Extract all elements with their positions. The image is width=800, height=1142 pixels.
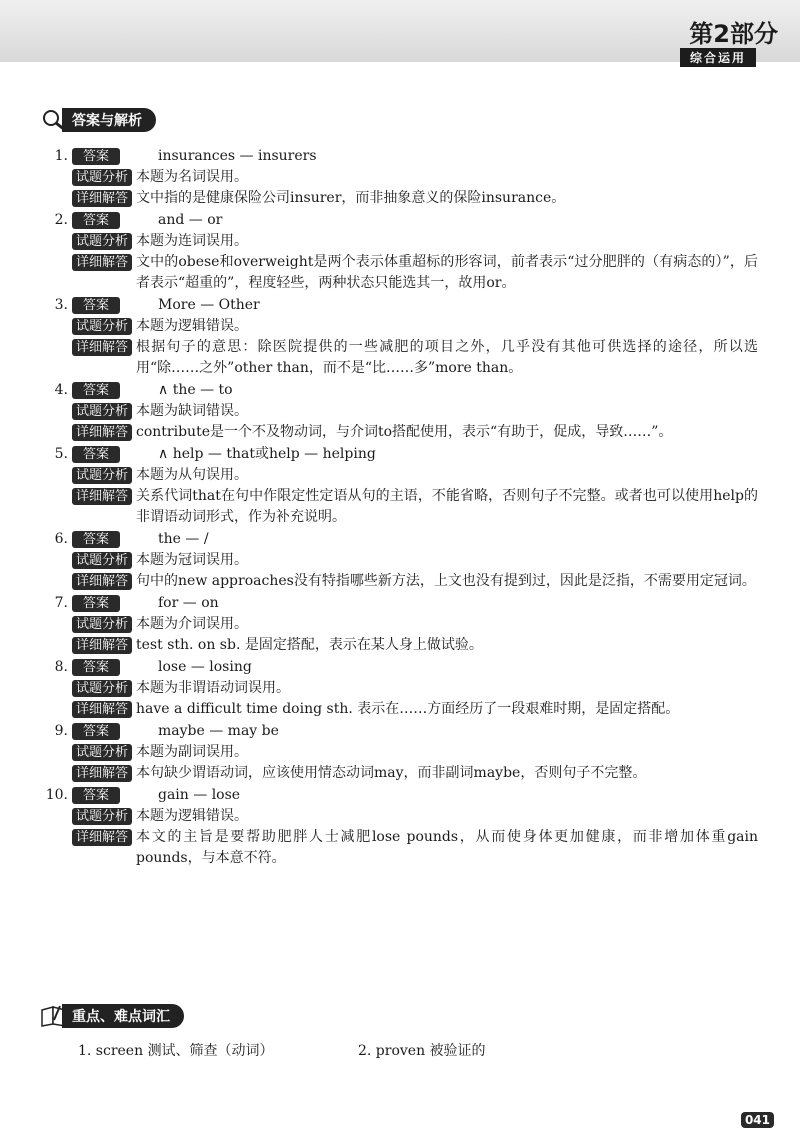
vocab-list <box>78 1040 638 1060</box>
answer-text: maybe — may be <box>158 723 279 739</box>
explanation-tag: 详细解答 <box>72 424 132 441</box>
answer-text: the — / <box>158 531 209 547</box>
analysis-text: 本题为逻辑错误。 <box>136 318 249 334</box>
answer-tag: 答案 <box>72 212 120 229</box>
explanation-text: 本文的主旨是要帮助肥胖人士减肥lose pounds，从而使身体更加健康，而非增加体重gain pounds，与本意不符。 <box>136 829 758 866</box>
answer-tag: 答案 <box>72 446 120 463</box>
answers-section-title: 答案与解析 <box>62 108 156 132</box>
vocab-item: 2. proven 被验证的 <box>358 1043 486 1059</box>
answer-item <box>38 146 758 209</box>
question-number: 7. <box>54 595 68 611</box>
analysis-text: 本题为逻辑错误。 <box>136 808 249 824</box>
answer-text: for — on <box>158 595 219 611</box>
answer-item <box>38 721 758 784</box>
explanation-tag: 详细解答 <box>72 573 132 590</box>
answers-section-header <box>40 108 156 132</box>
answer-item <box>38 295 758 379</box>
analysis-tag: 试题分析 <box>72 169 132 186</box>
analysis-tag: 试题分析 <box>72 233 132 250</box>
analysis-text: 本题为副词误用。 <box>136 744 249 760</box>
answers-list <box>38 146 758 870</box>
explanation-text: 文中的obese和overweight是两个表示体重超标的形容词，前者表示“过分肥胖的（有病态的）”，后者表示“超重的”，程度轻些，两种状态只能选其一，故用or。 <box>136 254 758 291</box>
answer-tag: 答案 <box>72 787 120 804</box>
question-number: 6. <box>54 531 68 547</box>
answer-text: ∧ help — that或help — helping <box>158 446 376 462</box>
analysis-text: 本题为名词误用。 <box>136 169 249 185</box>
explanation-text: contribute是一个不及物动词，与介词to搭配使用，表示“有助于，促成，导致……”。 <box>136 424 673 440</box>
answer-tag: 答案 <box>72 595 120 612</box>
answer-text: gain — lose <box>158 787 241 803</box>
explanation-tag: 详细解答 <box>72 765 132 782</box>
answer-text: insurances — insurers <box>158 148 317 164</box>
explanation-tag: 详细解答 <box>72 637 132 654</box>
question-number: 9. <box>54 723 68 739</box>
page-number: 041 <box>741 1112 774 1128</box>
analysis-tag: 试题分析 <box>72 467 132 484</box>
explanation-text: 句中的new approaches没有特指哪些新方法，上文也没有提到过，因此是泛指，不需要用定冠词。 <box>136 573 756 589</box>
vocab-section-title: 重点、难点词汇 <box>62 1004 184 1028</box>
explanation-text: 根据句子的意思：除医院提供的一些减肥的项目之外，几乎没有其他可供选择的途径，所以选用“除……之外”other than，而不是“比……多”more than。 <box>136 339 758 376</box>
explanation-text: 关系代词that在句中作限定性定语从句的主语，不能省略，否则句子不完整。或者也可以使用help的非谓语动词形式，作为补充说明。 <box>136 488 758 525</box>
answer-tag: 答案 <box>72 148 120 165</box>
answer-tag: 答案 <box>72 531 120 548</box>
explanation-tag: 详细解答 <box>72 254 132 271</box>
analysis-tag: 试题分析 <box>72 403 132 420</box>
question-number: 10. <box>45 787 68 803</box>
answer-tag: 答案 <box>72 659 120 676</box>
answer-tag: 答案 <box>72 382 120 399</box>
analysis-tag: 试题分析 <box>72 318 132 335</box>
question-number: 2. <box>54 212 68 228</box>
explanation-tag: 详细解答 <box>72 701 132 718</box>
part-subtitle: 综合运用 <box>680 48 756 67</box>
analysis-text: 本题为连词误用。 <box>136 233 249 249</box>
answer-text: ∧ the — to <box>158 382 233 398</box>
question-number: 1. <box>54 148 68 164</box>
analysis-text: 本题为从句误用。 <box>136 467 249 483</box>
analysis-tag: 试题分析 <box>72 552 132 569</box>
analysis-text: 本题为缺词错误。 <box>136 403 249 419</box>
analysis-text: 本题为非谓语动词误用。 <box>136 680 291 696</box>
explanation-tag: 详细解答 <box>72 488 132 505</box>
explanation-tag: 详细解答 <box>72 190 132 207</box>
answer-item <box>38 529 758 592</box>
question-number: 3. <box>54 297 68 313</box>
explanation-text: have a difficult time doing sth. 表示在……方面经历了一段艰难时期，是固定搭配。 <box>136 701 680 717</box>
question-number: 4. <box>54 382 68 398</box>
question-number: 8. <box>54 659 68 675</box>
part-title: 第2部分 <box>689 20 778 48</box>
explanation-text: 文中指的是健康保险公司insurer，而非抽象意义的保险insurance。 <box>136 190 566 206</box>
explanation-tag: 详细解答 <box>72 339 132 356</box>
answer-text: lose — losing <box>158 659 252 675</box>
answer-text: and — or <box>158 212 223 228</box>
analysis-tag: 试题分析 <box>72 680 132 697</box>
analysis-text: 本题为冠词误用。 <box>136 552 249 568</box>
analysis-tag: 试题分析 <box>72 808 132 825</box>
analysis-tag: 试题分析 <box>72 744 132 761</box>
answer-item <box>38 380 758 443</box>
answer-item <box>38 785 758 869</box>
answer-item <box>38 210 758 294</box>
explanation-tag: 详细解答 <box>72 829 132 846</box>
analysis-tag: 试题分析 <box>72 616 132 633</box>
answer-item <box>38 593 758 656</box>
answer-text: More — Other <box>158 297 260 313</box>
vocab-item: 1. screen 测试、筛查（动词） <box>78 1043 274 1059</box>
answer-item <box>38 657 758 720</box>
analysis-text: 本题为介词误用。 <box>136 616 249 632</box>
vocab-section-header <box>40 1004 184 1028</box>
answer-item <box>38 444 758 528</box>
answer-tag: 答案 <box>72 723 120 740</box>
explanation-text: 本句缺少谓语动词，应该使用情态动词may，而非副词maybe，否则句子不完整。 <box>136 765 647 781</box>
question-number: 5. <box>54 446 68 462</box>
explanation-text: test sth. on sb. 是固定搭配，表示在某人身上做试验。 <box>136 637 483 653</box>
answer-tag: 答案 <box>72 297 120 314</box>
